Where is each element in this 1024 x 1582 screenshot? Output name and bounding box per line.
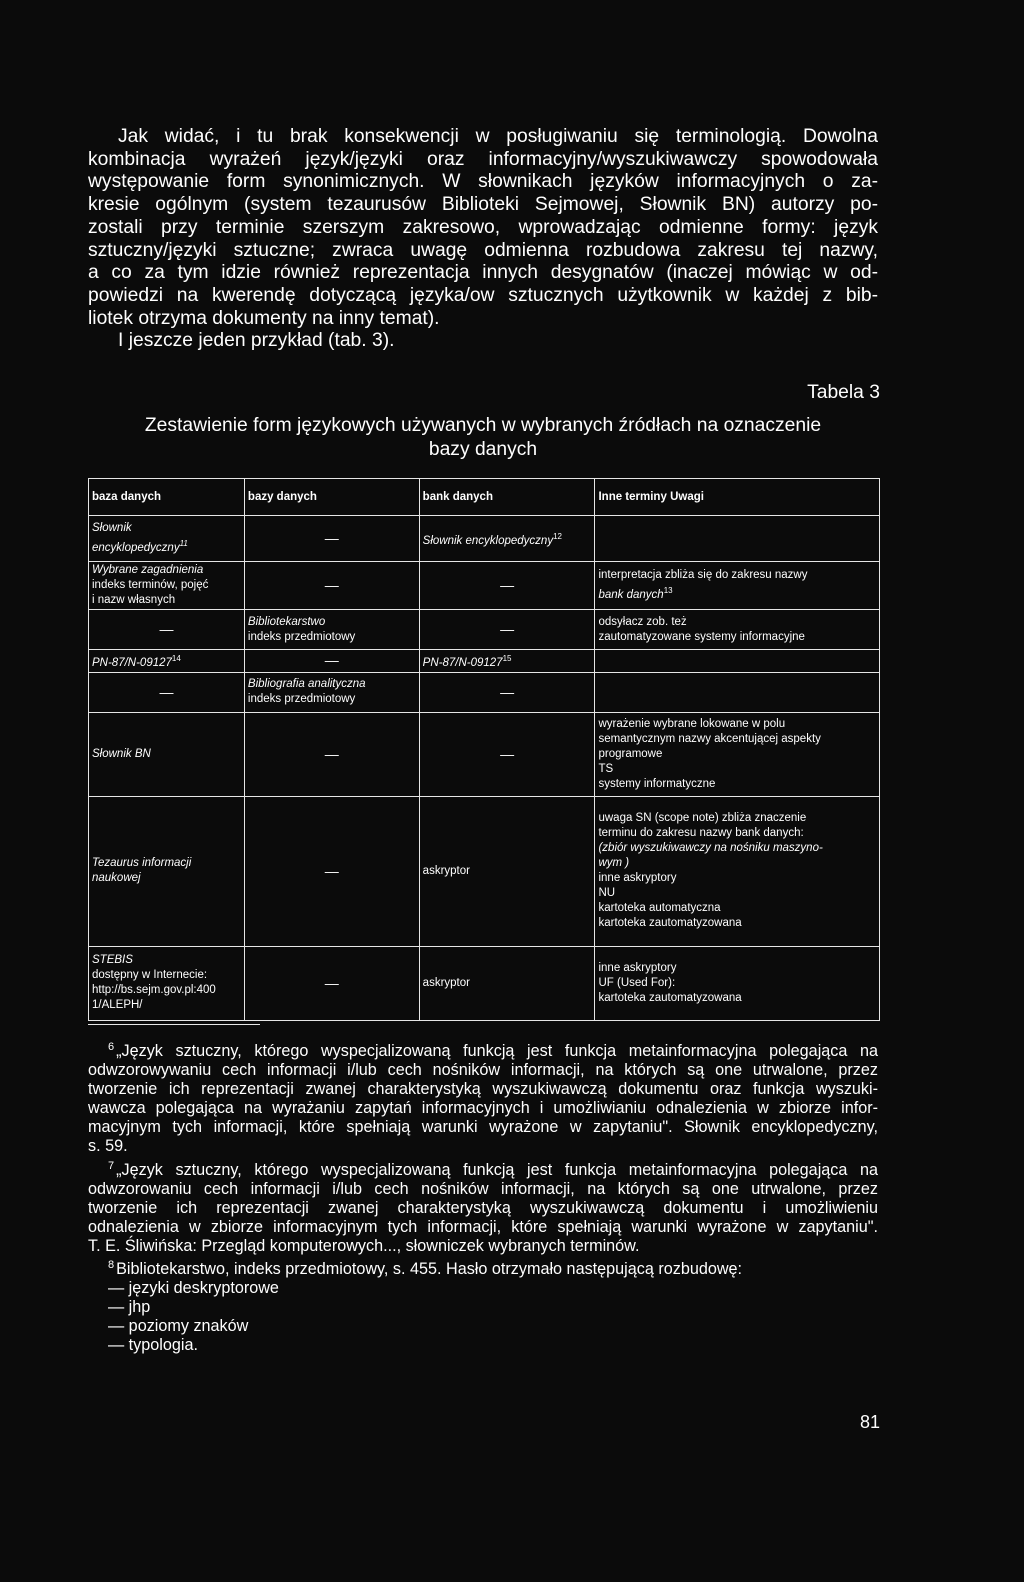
- cell-bazy: Bibliografia analityczna indeks przedmiotowy: [244, 672, 419, 712]
- footnote-6-line: tworzenie ich reprezentacji zwanej charakterystyką wyszukiwawczą dokumentu oraz funkcja wyszuki-: [88, 1080, 878, 1099]
- cell-bank: PN-87/N-09127$^{15}$: [419, 650, 595, 673]
- page-number: 81: [859, 1412, 880, 1432]
- cell-notes: interpretacja zbliża się do zakresu nazwy bank danych$^{13}$: [595, 562, 880, 610]
- comparison-table: [88, 478, 880, 1021]
- footnote-8-item: — typologia.: [108, 1336, 198, 1355]
- footnote-7-line: $^7$ „Język sztuczny, którego wyspecjalizowaną funkcją jest funkcja metainformacyjna polegająca na: [108, 1159, 878, 1179]
- paragraph-line: a co za tym idzie również reprezentacja innych desygnatów (inaczej mówiąc w od-: [88, 262, 878, 284]
- header-inne-terminy-label: Inne terminy: [598, 490, 667, 503]
- cell-dash: —: [244, 562, 419, 610]
- cell-bazy: Bibliotekarstwo indeks przedmiotowy: [244, 610, 419, 650]
- header-bank-danych: bank danych: [419, 479, 595, 516]
- table-row: [89, 712, 880, 796]
- footnote-divider: [88, 1024, 260, 1025]
- cell-bank: askryptor: [419, 946, 595, 1020]
- cell-dash: —: [89, 672, 245, 712]
- header-inne-terminy: [595, 479, 880, 516]
- table-row: [89, 610, 880, 650]
- cell-bank: askryptor: [419, 796, 595, 946]
- table-row: [89, 516, 880, 562]
- body-paragraph: [88, 126, 878, 353]
- cell-dash: —: [244, 946, 419, 1020]
- footnote-6-line: macyjnym tych informacji, które spełniają warunki wyrażone w zapytaniu". Słownik encyklopedyczny,: [88, 1118, 878, 1137]
- cell-dash: —: [244, 650, 419, 673]
- paragraph-line: liotek otrzyma dokumenty na inny temat).: [88, 307, 440, 329]
- table-row: [89, 562, 880, 610]
- header-baza-danych: baza danych: [89, 479, 245, 516]
- cell-dash: —: [419, 610, 595, 650]
- footnote-8-item: — jhp: [108, 1298, 151, 1317]
- cell-dash: —: [419, 562, 595, 610]
- table-caption: [88, 414, 878, 462]
- cell-notes: wyrażenie wybrane lokowane w polu semantycznym nazwy akcentującej aspekty programowe TS systemy informatyczne: [595, 712, 880, 796]
- cell-dash: —: [244, 712, 419, 796]
- cell-dash: —: [89, 610, 245, 650]
- paragraph-line: występowanie form synonimicznych. W słownikach języków informacyjnych o za-: [88, 171, 878, 193]
- cell-notes: uwaga SN (scope note) zbliża znaczenie terminu do zakresu nazwy bank danych: (zbiór wyszukiwawczy na nośniku maszyno- wym ) inne askryptory NU kartoteka automatyczna kartoteka zautomatyzowana: [595, 796, 880, 946]
- table-row: [89, 672, 880, 712]
- footnotes: [88, 1038, 878, 1356]
- paragraph-line: kombinacja wyrażeń język/języki oraz informacyjny/wyszukiwawczy spowodowała: [88, 148, 878, 170]
- paragraph-line: Jak widać, i tu brak konsekwencji w posługiwaniu się terminologią. Dowolna: [118, 126, 878, 147]
- cell-dash: —: [419, 712, 595, 796]
- header-uwagi-label: Uwagi: [670, 490, 704, 503]
- paragraph-line: zostali przy terminie szerszym zakresowo, wprowadzając odmienne formy: język: [88, 216, 878, 238]
- table-row: [89, 946, 880, 1020]
- cell-dash: —: [244, 516, 419, 562]
- cell-notes: inne askryptory UF (Used For): kartoteka zautomatyzowana: [595, 946, 880, 1020]
- cell-dash: —: [244, 796, 419, 946]
- footnote-8-item: — języki deskryptorowe: [108, 1279, 279, 1298]
- footnote-8-item: — poziomy znaków: [108, 1317, 249, 1336]
- footnote-6-line: $^6$ „Język sztuczny, którego wyspecjalizowaną funkcją jest funkcja metainformacyjna polegająca na: [108, 1041, 878, 1060]
- cell-source: Tezaurus informacji naukowej: [89, 796, 245, 946]
- cell-bank: Słownik encyklopedyczny$^{12}$: [419, 516, 595, 562]
- cell-source: STEBIS dostępny w Internecie: http://bs.sejm.gov.pl:400 1/ALEPH/: [89, 946, 245, 1020]
- table-row: [89, 650, 880, 673]
- cell-source: Słownik encyklopedyczny$^{11}$: [89, 516, 245, 562]
- caption-line: bazy danych: [428, 439, 538, 460]
- cell-notes: [595, 516, 880, 562]
- paragraph-line: I jeszcze jeden przykład (tab. 3).: [118, 330, 395, 352]
- footnote-7-line: tworzenie ich reprezentacji zwanej charakterystyką wyszukiwawczą dokumentu i umożliwieniu: [88, 1198, 878, 1217]
- header-bazy-danych: bazy danych: [244, 479, 419, 516]
- footnote-6-line: wawcza polegająca na wyrażaniu zapytań informacyjnych i umożliwianiu odnalezienia w zbiorze infor-: [88, 1099, 878, 1118]
- paragraph-line: powiedzi na kwerendę dotyczącą języka/ow sztucznych użytkownik w każdej z bib-: [88, 284, 878, 306]
- caption-line: Zestawienie form językowych używanych w wybranych źródłach na oznaczenie: [144, 415, 822, 436]
- footnote-7-line: T. E. Śliwińska: Przegląd komputerowych..., słowniczek wybranych terminów.: [88, 1236, 640, 1255]
- cell-notes: [595, 650, 880, 673]
- table-row: [89, 796, 880, 946]
- cell-notes: odsyłacz zob. też zautomatyzowane systemy informacyjne: [595, 610, 880, 650]
- cell-source: PN-87/N-09127$^{14}$: [89, 650, 245, 673]
- cell-source: Słownik BN: [89, 712, 245, 796]
- footnote-7-line: odnalezienia w zbiorze informacyjnym tych informacji, które spełniają warunki wyrażone w zapytaniu".: [88, 1217, 878, 1236]
- footnote-6-line: odwzorowywaniu cech informacji i/lub cech nośników informacji, na których są one utrwalone, przez: [88, 1061, 878, 1080]
- paragraph-line: kresie ogólnym (system tezaurusów Biblioteki Sejmowej, Słownik BN) autorzy po-: [88, 194, 878, 216]
- paragraph-line: sztuczny/języki sztuczne; zwraca uwagę odmienna rozbudowa zakresu tej nazwy,: [88, 239, 878, 261]
- footnote-7-line: odwzorowaniu cech informacji i/lub cech nośników informacji, na których są one utrwalone, przez: [88, 1179, 878, 1198]
- cell-source: Wybrane zagadnienia indeks terminów, pojęć i nazw własnych: [89, 562, 245, 610]
- table-label: Tabela 3: [807, 382, 880, 403]
- footnote-6-line: s. 59.: [88, 1137, 128, 1156]
- footnote-8-line: $^8$ Bibliotekarstwo, indeks przedmiotowy, s. 455. Hasło otrzymało następującą rozbudowę:: [108, 1259, 743, 1279]
- cell-dash: —: [419, 672, 595, 712]
- cell-notes: [595, 672, 880, 712]
